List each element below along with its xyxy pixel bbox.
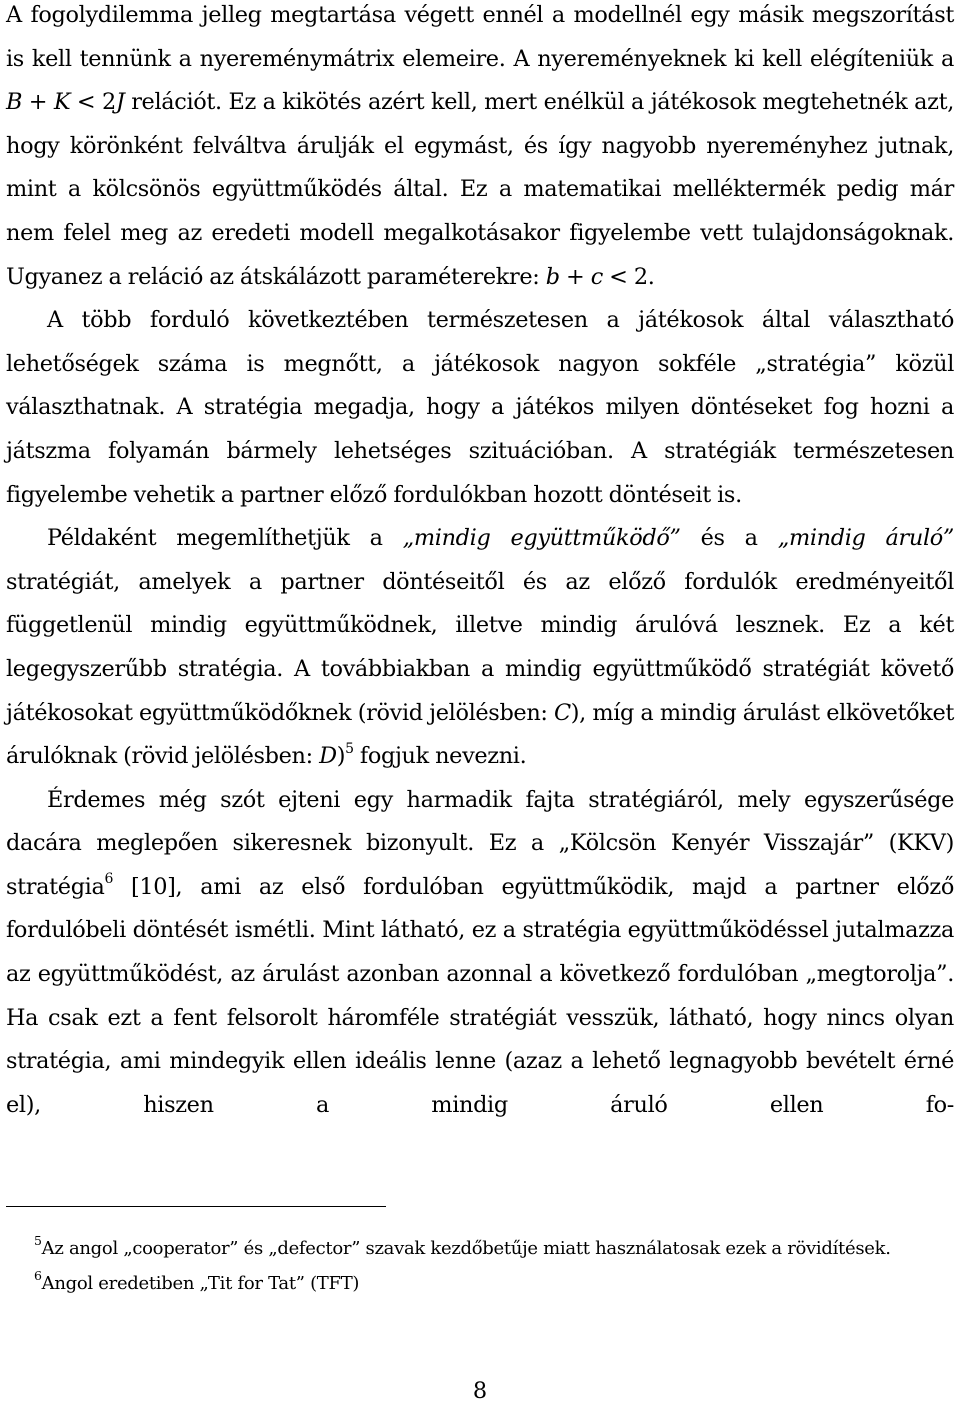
math-var-J: J (115, 89, 125, 116)
footnote-6 (6, 1267, 954, 1302)
footnote-text-6: Angol eredetiben „Tit for Tat” (TFT) (41, 1272, 360, 1294)
paragraph-3: Példaként megemlíthetjük a „mindig együttműködő” és a „mindig áruló” stratégiát, amelyek a partner döntéseitől és az előző fordulók eredményeitől függetlenül mindig együttműködnek, illetve mindig árulóvá lesznek. Ez a két legegyszerűbb stratégia. A továbbiakban a mindig együttműködő stratégiát követő játékosokat együttműködőknek (rövid jelölésben: C), míg a mindig árulást elkövetőket árulóknak (rövid jelölésben: D)$^5$ fogjuk nevezni. (6, 525, 955, 770)
math-var-B: B (6, 89, 23, 116)
math-var-c: c (590, 263, 603, 290)
footnote-number-5: 5 (34, 1233, 42, 1248)
paragraph-1: A fogolydilemma jelleg megtartása végett ennél a modellnél egy másik megszorítást is kell tennünk a nyereménymátrix elemeire. A nyereményeknek ki kell elégíteniük a B + K < 2J relációt. Ez a kikötés azért kell, mert enélkül a játékosok megtehetnék azt, hogy körönként felváltva árulják el egymást, és így nagyobb nyereményhez jutnak, mint a kölcsönös együttműködés által. Ez a matematikai melléktermék pedig már nem felel meg az eredeti modell megalkotásakor figyelembe vett tulajdonságoknak. Ugyanez a reláció az átskálázott paraméterekre: b + c < 2. (6, 2, 954, 290)
body-text (6, 0, 954, 1127)
footnote-number-6: 6 (34, 1267, 42, 1283)
footnotes (6, 1232, 954, 1301)
italic-term-mindig-arulo: „mindig áruló” (777, 525, 955, 552)
document-page (6, 0, 954, 1407)
math-var-D: D (319, 743, 337, 770)
math-var-b: b (545, 263, 560, 290)
footnote-text-5: Az angol „cooperator” és „defector” szavak kezdőbetűje miatt használatosak ezek a rövidítések. (41, 1238, 891, 1259)
footnote-mark-5[interactable]: 5 (345, 740, 354, 757)
math-var-C: C (554, 699, 571, 726)
paragraph-2: A több forduló következtében természetesen a játékosok által választható lehetőségek száma is megnőtt, a játékosok nagyon sokféle „stratégia” közül választhatnak. A stratégia megadja, hogy a játékos milyen döntéseket fog hozni a játszma folyamán bármely lehetséges szituációban. A stratégiák természetesen figyelembe vehetik a partner előző fordulókban hozott döntéseit is. (6, 307, 954, 508)
footnote-5 (6, 1232, 954, 1267)
paragraph-4: Érdemes még szót ejteni egy harmadik fajta stratégiáról, mely egyszerűsége dacára meglepően sikeresnek bizonyult. Ez a „Kölcsön Kenyér Visszajár” (KKV) stratégia$^6$ [10], ami az első fordulóban együttműködik, majd a partner előző fordulóbeli döntését ismétli. Mint látható, ez a stratégia együttműködéssel jutalmazza az együttműködést, az árulást azonban azonnal a következő fordulóban „megtorolja”. Ha csak ezt a fent felsorolt háromféle stratégiát vesszük, látható, hogy nincs olyan stratégia, ami mindegyik ellen ideális lenne (azaz a lehető legnagyobb bevételt érné el), hiszen a mindig áruló ellen fo- (6, 786, 954, 1118)
italic-term-mindig-egyuttmukodo: „mindig együttműködő” (402, 525, 681, 552)
footnote-mark-6[interactable]: 6 (104, 871, 114, 888)
math-var-K: K (53, 89, 71, 116)
footnote-divider (6, 1206, 386, 1207)
page-number: 8 (472, 1378, 488, 1404)
